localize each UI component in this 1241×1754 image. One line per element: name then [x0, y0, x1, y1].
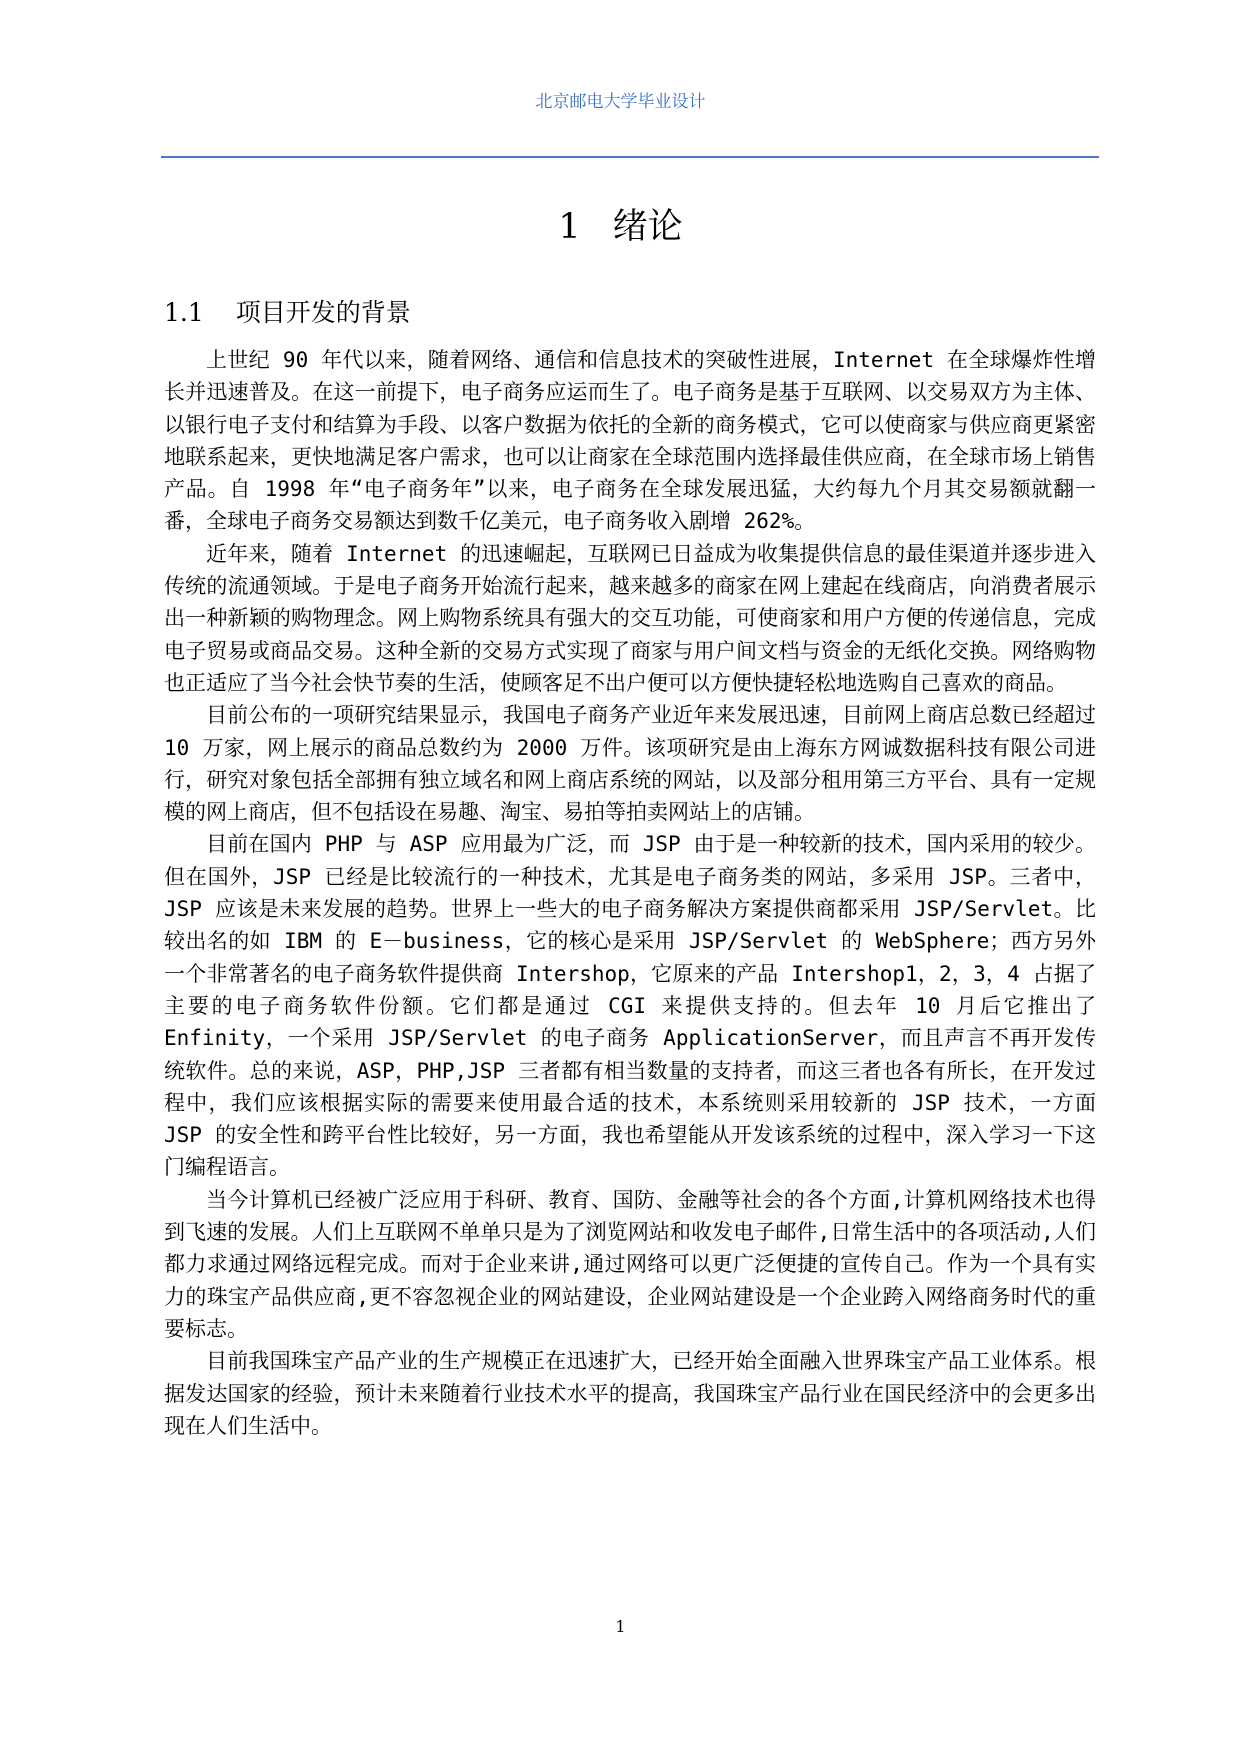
chapter-title: [0, 203, 1241, 251]
paragraph-1: 上世纪 90 年代以来，随着网络、通信和信息技术的突破性进展，Internet 在全球爆炸性增长并迅速普及。在这一前提下，电子商务应运而生了。电子商务是基于互联网、以交易双方为主体、以银行电子支付和结算为手段、以客户数据为依托的全新的商务模式，它可以使商家与供应商更紧密地联系起来，更快地满足客户需求，也可以让商家在全球范围内选择最佳供应商，在全球市场上销售产品。自 1998 年“电子商务年”以来，电子商务在全球发展迅猛，大约每九个月其交易额就翻一番，全球电子商务交易额达到数千亿美元，电子商务收入剧增 262%。: [164, 348, 1096, 534]
page-number: 1: [615, 1617, 626, 1636]
header-rule: [161, 156, 1099, 158]
section-number: 1.1: [164, 298, 204, 327]
paragraph-6: 目前我国珠宝产品产业的生产规模正在迅速扩大，已经开始全面融入世界珠宝产品工业体系。根据发达国家的经验，预计未来随着行业技术水平的提高，我国珠宝产品行业在国民经济中的会更多出现在人们生活中。: [164, 1349, 1096, 1438]
paragraph-4: 目前在国内 PHP 与 ASP 应用最为广泛，而 JSP 由于是一种较新的技术，国内采用的较少。但在国外，JSP 已经是比较流行的一种技术，尤其是电子商务类的网站，多采用 JSP。三者中，JSP 应该是未来发展的趋势。世界上一些大的电子商务解决方案提供商都采用 JSP/Servlet。比较出名的如 IBM 的 E－business，它的核心是采用 JSP/Servlet 的 WebSphere；西方另外一个非常著名的电子商务软件提供商 Intershop，它原来的产品 Intershop1，2，3，4 占据了主要的电子商务软件份额。它们都是通过 CGI 来提供支持的。但去年 10 月后它推出了 Enfinity，一个采用 JSP/Servlet 的电子商务 ApplicationServer，而且声言不再开发传统软件。总的来说，ASP，PHP,JSP 三者都有相当数量的支持者，而这三者也各有所长，在开发过程中，我们应该根据实际的需要来使用最合适的技术，本系统则采用较新的 JSP 技术，一方面 JSP 的安全性和跨平台性比较好，另一方面，我也希望能从开发该系统的过程中，深入学习一下这门编程语言。: [164, 832, 1096, 1180]
page-header: 北京邮电大学毕业设计: [535, 92, 706, 112]
chapter-number: 1: [558, 207, 581, 247]
chapter-title-text: 绪论: [612, 207, 683, 247]
paragraph-5: 当今计算机已经被广泛应用于科研、教育、国防、金融等社会的各个方面,计算机网络技术也得到飞速的发展。人们上互联网不单单只是为了浏览网站和收发电子邮件,日常生活中的各项活动,人们都力求通过网络远程完成。而对于企业来讲,通过网络可以更广泛便捷的宣传自己。作为一个具有实力的珠宝产品供应商,更不容忽视企业的网站建设，企业网站建设是一个企业跨入网络商务时代的重要标志。: [164, 1187, 1096, 1341]
paragraph-2: 近年来，随着 Internet 的迅速崛起，互联网已日益成为收集提供信息的最佳渠道并逐步进入传统的流通领域。于是电子商务开始流行起来，越来越多的商家在网上建起在线商店，向消费者展示出一种新颖的购物理念。网上购物系统具有强大的交互功能，可使商家和用户方便的传递信息，完成电子贸易或商品交易。这种全新的交易方式实现了商家与用户间文档与资金的无纸化交换。网络购物也正适应了当今社会快节奏的生活，使顾客足不出户便可以方便快捷轻松地选购自己喜欢的商品。: [164, 541, 1096, 695]
section-title-text: 项目开发的背景: [235, 298, 411, 327]
paragraph-3: 目前公布的一项研究结果显示，我国电子商务产业近年来发展迅速，目前网上商店总数已经超过 10 万家，网上展示的商品总数约为 2000 万件。该项研究是由上海东方网诚数据科技有限公司进行，研究对象包括全部拥有独立域名和网上商店系统的网站，以及部分租用第三方平台、具有一定规模的网上商店，但不包括设在易趣、淘宝、易拍等拍卖网站上的店铺。: [164, 703, 1096, 825]
body-text: [164, 344, 1096, 1442]
section-title: [164, 295, 411, 331]
